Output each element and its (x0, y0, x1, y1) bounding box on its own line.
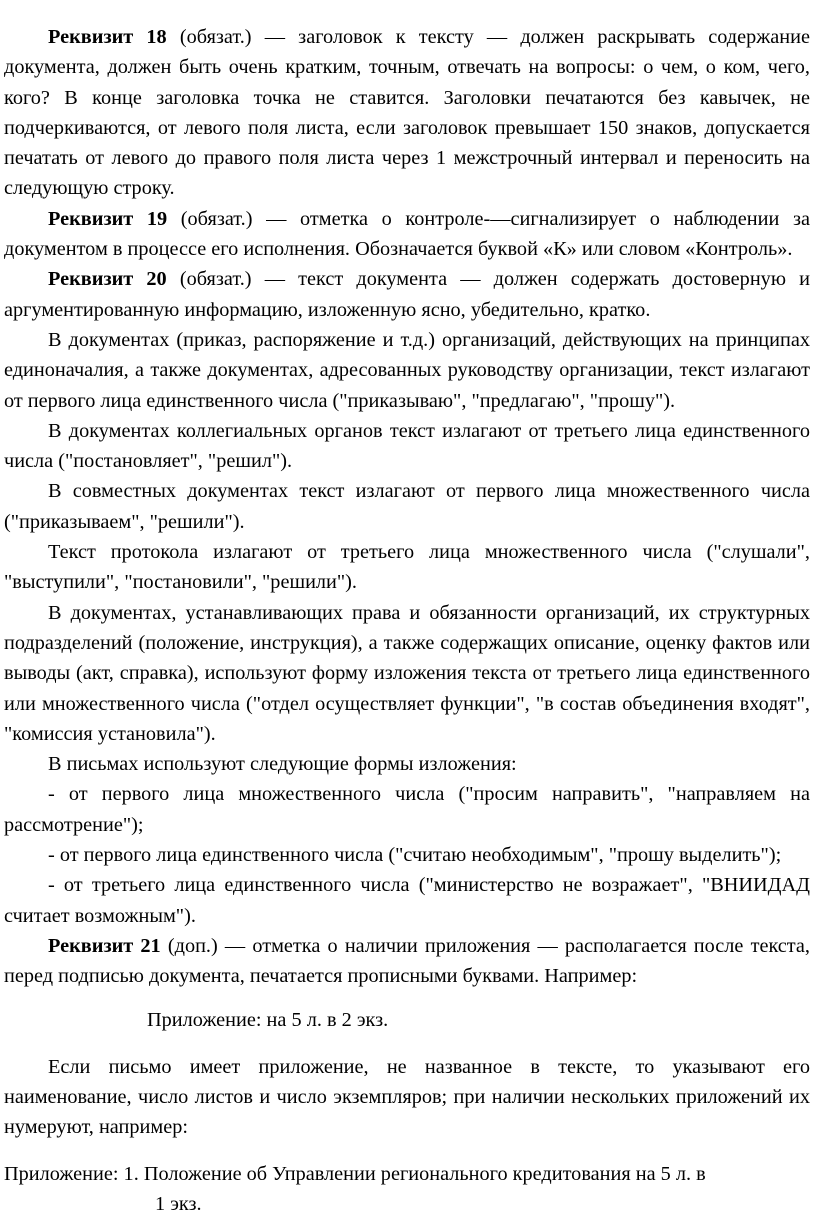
body-paragraph: В документах, устанавливающих права и обязанности организаций, их структурных подразделений (положение, инструкция), а также содержащих описание, оценку фактов или выводы (акт, справка), используют форму изложения текста от третьего лица единственного или множественного числа ("отдел осуществляет функции", "в состав объединения входят", "комиссия установила"). (4, 601, 810, 745)
body-paragraph: В письмах используют следующие формы изложения: (48, 753, 517, 776)
rekvizit-21-heading: Реквизит 21 (48, 934, 161, 957)
rekvizit-21-text: (доп.) — отметка о наличии приложения — располагается после текста, перед подписью документа, печатается прописными буквами. Например: (4, 934, 810, 988)
list-item: - от третьего лица единственного числа ("министерство не возражает", "ВНИИДАД считает возможным"). (4, 874, 810, 927)
rekvizit-20-text: (обязат.) — текст документа — должен содержать достоверную и аргументированную информацию, изложенную ясно, убедительно, кратко. (4, 268, 810, 321)
appendix-list (4, 1159, 810, 1219)
list-item: - от первого лица единственного числа ("считаю необходимым", "прошу выделить"); (48, 844, 782, 867)
body-paragraph: В совместных документах текст излагают от первого лица множественного числа ("приказываем", "решили"). (4, 480, 810, 533)
rekvizit-18-heading: Реквизит 18 (48, 26, 167, 48)
rekvizit-19-heading: Реквизит 19 (48, 207, 168, 230)
body-paragraph: В документах (приказ, распоряжение и т.д.) организаций, действующих на принципах единоначалия, а также документах, адресованных руководству организации, текст излагают от первого лица единственного числа ("приказываю", "предлагаю", "прошу"). (4, 328, 810, 412)
appendix-line-2: 1 экз. (155, 1192, 202, 1215)
rekvizit-20-heading: Реквизит 20 (48, 268, 167, 291)
rekvizit-21-paragraph (4, 931, 810, 992)
rekvizit-18-text: (обязат.) — заголовок к тексту — должен раскрывать содержание документа, должен быть очень кратким, точным, отвечать на вопросы: о чем, о ком, чего, кого? В конце заголовка точка не ставится. Заголовки печатаются без кавычек, не подчеркиваются, от левого поля листа, если заголовок превышает 150 знаков, допускается печатать от левого до правого поля листа через 1 межстрочный интервал и переносить на следующую строку. (4, 26, 810, 200)
rekvizit-19-text: (обязат.) — отметка о контроле-—сигнализирует о наблюдении за документом в процессе его исполнения. Обозначается буквой «К» или словом «Контроль». (4, 207, 810, 261)
appendix-line-1: Приложение: 1. Положение об Управлении регионального кредитования на 5 л. в (4, 1162, 706, 1185)
rekvizit-18-paragraph (4, 22, 810, 204)
appendix-example: Приложение: на 5 л. в 2 экз. (147, 1008, 389, 1031)
rekvizit-19-paragraph (4, 204, 810, 265)
body-paragraph: Текст протокола излагают от третьего лица множественного числа ("слушали", "выступили", "постановили", "решили"). (4, 541, 810, 594)
body-paragraph: В документах коллегиальных органов текст излагают от третьего лица единственного числа ("постановляет", "решил"). (4, 419, 810, 473)
rekvizit-20-paragraph (4, 264, 810, 325)
list-item: - от первого лица множественного числа ("просим направить", "направляем на рассмотрение"); (4, 783, 810, 836)
after-example-paragraph: Если письмо имеет приложение, не названное в тексте, то указывают его наименование, число листов и число экземпляров; при наличии нескольких приложений их нумеруют, например: (4, 1055, 810, 1139)
